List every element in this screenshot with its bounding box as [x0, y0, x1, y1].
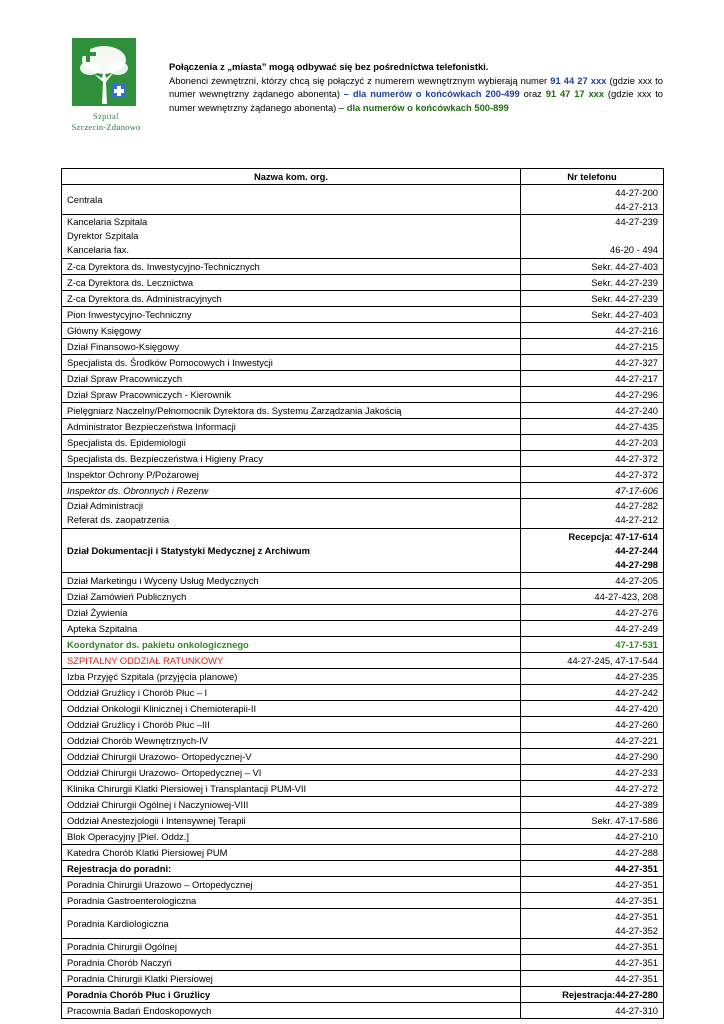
phone-number: 44-27-352 — [615, 924, 658, 936]
unit-name: Centrala — [67, 193, 103, 205]
phone-number: 44-27-272 — [615, 782, 658, 794]
unit-name: Dział Spraw Pracowniczych - Kierownik — [67, 388, 232, 400]
table-row — [62, 403, 664, 419]
phone-cell — [521, 829, 664, 845]
phone-number: 44-27-351 — [615, 894, 658, 906]
phone-cell — [521, 813, 664, 829]
phone-number: 47-17-531 — [615, 638, 658, 650]
phone-number: 44-27-288 — [615, 846, 658, 858]
unit-name-cell — [62, 829, 521, 845]
table-row — [62, 339, 664, 355]
unit-name: Oddział Chorób Wewnętrznych-IV — [67, 734, 209, 746]
table-row — [62, 939, 664, 955]
unit-name-cell — [62, 749, 521, 765]
phone-number: 44-27-372 — [615, 452, 658, 464]
table-row — [62, 529, 664, 573]
phone-cell — [521, 259, 664, 275]
unit-name: Referat ds. zaopatrzenia — [67, 514, 170, 525]
table-row — [62, 861, 664, 877]
unit-name-cell — [62, 467, 521, 483]
table-row — [62, 749, 664, 765]
phone-number: 44-27-221 — [615, 734, 658, 746]
table-row — [62, 621, 664, 637]
unit-name: Oddział Chirurgii Ogólnej i Naczyniowej-VIII — [67, 798, 249, 810]
table-row — [62, 185, 664, 215]
phone-number: 44-27-282 — [615, 500, 658, 511]
table-row — [62, 573, 664, 589]
phone-cell — [521, 781, 664, 797]
phone-cell — [521, 1003, 664, 1019]
phone-cell — [521, 955, 664, 971]
phone-cell — [521, 573, 664, 589]
unit-name-cell — [62, 291, 521, 307]
table-row — [62, 387, 664, 403]
unit-name: Dział Marketingu i Wyceny Usług Medycznych — [67, 574, 259, 586]
unit-name: Z-ca Dyrektora ds. Administracyjnych — [67, 292, 222, 304]
phone-cell — [521, 529, 664, 573]
unit-name: Poradnia Chirurgii Urazowo – Ortopedycznej — [67, 878, 253, 890]
phone-number: 47-17-606 — [615, 484, 658, 496]
unit-name: Kancelaria fax. — [67, 244, 130, 255]
unit-name: Pielęgniarz Naczelny/Pełnomocnik Dyrektora ds. Systemu Zarządzania Jakością — [67, 404, 402, 416]
phone-directory-table — [61, 168, 664, 1019]
phone-cell — [521, 371, 664, 387]
unit-name-cell — [62, 215, 521, 259]
phone-number: Sekr. 44-27-239 — [591, 292, 658, 304]
unit-name: Oddział Chirurgii Urazowo- Ortopedycznej-V — [67, 750, 252, 762]
phone-cell — [521, 499, 664, 529]
phone-cell — [521, 861, 664, 877]
unit-name-cell — [62, 701, 521, 717]
unit-name: Dział Żywienia — [67, 606, 128, 618]
unit-name-cell — [62, 451, 521, 467]
table-row — [62, 829, 664, 845]
unit-name: Z-ca Dyrektora ds. Lecznictwa — [67, 276, 194, 288]
unit-name-cell — [62, 845, 521, 861]
phone-number: 44-27-351 — [615, 878, 658, 890]
unit-name-cell — [62, 717, 521, 733]
phone-number: 44-27-217 — [615, 372, 658, 384]
phone-number: 44-27-244 — [615, 544, 658, 556]
phone-number: 44-27-242 — [615, 686, 658, 698]
table-row — [62, 765, 664, 781]
phone-cell — [521, 589, 664, 605]
phone-number: 44-27-310 — [615, 1004, 658, 1016]
unit-name-cell — [62, 483, 521, 499]
phone-number: 44-27-372 — [615, 468, 658, 480]
table-row — [62, 371, 664, 387]
unit-name: Oddział Gruźlicy i Chorób Płuc –III — [67, 718, 210, 730]
unit-name: Specjalista ds. Bezpieczeństwa i Higieny Pracy — [67, 452, 263, 464]
unit-name: Kancelaria Szpitala — [67, 216, 148, 227]
unit-name-cell — [62, 909, 521, 939]
phone-number: 44-27-298 — [615, 558, 658, 570]
phone-number: Sekr. 44-27-403 — [591, 308, 658, 320]
unit-name: Administrator Bezpieczeństwa Informacji — [67, 420, 236, 432]
phone-number: 44-27-245, 47-17-544 — [567, 654, 658, 666]
table-row — [62, 605, 664, 621]
phone-cell — [521, 717, 664, 733]
hospital-logo — [60, 38, 152, 138]
unit-name-cell — [62, 403, 521, 419]
unit-name-cell — [62, 685, 521, 701]
table-row — [62, 781, 664, 797]
phone-cell — [521, 483, 664, 499]
phone-cell — [521, 339, 664, 355]
phone-number: 44-27-200 — [615, 186, 658, 198]
unit-name-cell — [62, 813, 521, 829]
table-row — [62, 845, 664, 861]
unit-name-cell — [62, 275, 521, 291]
phone-number: 44-27-216 — [615, 324, 658, 336]
table-row — [62, 797, 664, 813]
phone-cell — [521, 877, 664, 893]
phone-number: 46-20 - 494 — [610, 244, 658, 255]
unit-name: Apteka Szpitalna — [67, 622, 138, 634]
phone-cell — [521, 637, 664, 653]
phone-cell — [521, 893, 664, 909]
unit-name-cell — [62, 573, 521, 589]
phone-cell — [521, 797, 664, 813]
table-row — [62, 355, 664, 371]
unit-name-cell — [62, 797, 521, 813]
unit-name: Dział Administracji — [67, 500, 144, 511]
phone-number: 44-27-213 — [615, 200, 658, 212]
logo-text-szpital: Szpital — [93, 112, 119, 121]
table-row — [62, 813, 664, 829]
phone-cell — [521, 685, 664, 701]
unit-name-cell — [62, 637, 521, 653]
phone-number: Sekr. 47-17-586 — [591, 814, 658, 826]
unit-name-cell — [62, 307, 521, 323]
phone-cell — [521, 605, 664, 621]
unit-name-cell — [62, 939, 521, 955]
unit-name-cell — [62, 765, 521, 781]
unit-name-cell — [62, 589, 521, 605]
unit-name-cell — [62, 861, 521, 877]
table-row — [62, 259, 664, 275]
unit-name: Dział Finansowo-Księgowy — [67, 340, 180, 352]
unit-name: Dyrektor Szpitala — [67, 230, 139, 241]
unit-name: Dział Dokumentacji i Statystyki Medycznej z Archiwum — [67, 544, 310, 556]
phone-cell — [521, 621, 664, 637]
unit-name: Z-ca Dyrektora ds. Inwestycyjno-Technicznych — [67, 260, 260, 272]
header-number-1: 91 44 27 xxx — [550, 74, 607, 86]
unit-name: Pracownia Badań Endoskopowych — [67, 1004, 212, 1016]
unit-name-cell — [62, 419, 521, 435]
unit-name: Specjalista ds. Epidemiologii — [67, 436, 186, 448]
phone-number: 44-27-235 — [615, 670, 658, 682]
unit-name: Poradnia Gastroenterologiczna — [67, 894, 197, 906]
unit-name-cell — [62, 893, 521, 909]
table-row — [62, 669, 664, 685]
phone-cell — [521, 845, 664, 861]
table-row — [62, 451, 664, 467]
phone-number: 44-27-423, 208 — [594, 590, 658, 602]
unit-name-cell — [62, 781, 521, 797]
unit-name: Poradnia Chorób Płuc i Gruźlicy — [67, 988, 211, 1000]
table-row — [62, 215, 664, 259]
unit-name-cell — [62, 987, 521, 1003]
unit-name-cell — [62, 259, 521, 275]
unit-name: Klinika Chirurgii Klatki Piersiowej i Transplantacji PUM-VII — [67, 782, 307, 794]
phone-number: 44-27-351 — [615, 972, 658, 984]
header-text-c: oraz — [519, 88, 546, 99]
phone-number: Sekr. 44-27-403 — [591, 260, 658, 272]
phone-cell — [521, 653, 664, 669]
table-row — [62, 685, 664, 701]
unit-name-cell — [62, 621, 521, 637]
phone-number: 44-27-212 — [615, 514, 658, 525]
unit-name: Poradnia Chirurgii Klatki Piersiowej — [67, 972, 213, 984]
phone-number: 44-27-389 — [615, 798, 658, 810]
unit-name-cell — [62, 971, 521, 987]
unit-name-cell — [62, 1003, 521, 1019]
table-header-row — [62, 169, 664, 185]
phone-number: Sekr. 44-27-239 — [591, 276, 658, 288]
phone-number: 44-27-327 — [615, 356, 658, 368]
table-row — [62, 275, 664, 291]
logo-text-location: Szczecin-Zdunowo — [71, 122, 141, 132]
phone-cell — [521, 971, 664, 987]
header-text-a: Abonenci zewnętrzni, którzy chcą się połączyć z numerem wewnętrznym wybierają numer — [169, 74, 551, 86]
header-note-2: – dla numerów o końcówkach 500-899 — [338, 101, 509, 113]
unit-name: Rejestracja do poradni: — [67, 862, 172, 874]
unit-name: Oddział Gruźlicy i Chorób Płuc – I — [67, 686, 208, 698]
unit-name-cell — [62, 355, 521, 371]
unit-name: Dział Zamówień Publicznych — [67, 590, 187, 602]
table-row — [62, 589, 664, 605]
unit-name: Specjalista ds. Środków Pomocowych i Inwestycji — [67, 356, 273, 368]
table-row — [62, 307, 664, 323]
table-row — [62, 971, 664, 987]
phone-cell — [521, 419, 664, 435]
table-row — [62, 435, 664, 451]
phone-number: 44-27-351 — [615, 910, 658, 922]
unit-name: Izba Przyjęć Szpitala (przyjęcia planowe) — [67, 670, 238, 682]
phone-number: 44-27-203 — [615, 436, 658, 448]
phone-cell — [521, 291, 664, 307]
phone-cell — [521, 403, 664, 419]
unit-name: Oddział Anestezjologii i Intensywnej Terapii — [67, 814, 246, 826]
unit-name-cell — [62, 669, 521, 685]
unit-name: Poradnia Kardiologiczna — [67, 917, 169, 929]
phone-number: 44-27-276 — [615, 606, 658, 618]
table-row — [62, 893, 664, 909]
phone-cell — [521, 185, 664, 215]
header-line-1: Połączenia z „miasta” mogą odbywać się bez pośrednictwa telefonistki. — [169, 61, 489, 72]
unit-name: Oddział Onkologii Klinicznej i Chemioterapii-II — [67, 702, 257, 714]
table-row — [62, 877, 664, 893]
table-row — [62, 733, 664, 749]
unit-name: Poradnia Chirurgii Ogólnej — [67, 940, 177, 952]
table-row — [62, 637, 664, 653]
table-row — [62, 717, 664, 733]
unit-name-cell — [62, 955, 521, 971]
phone-number: 44-27-351 — [615, 862, 658, 874]
table-row — [62, 955, 664, 971]
table-body — [62, 185, 664, 1019]
phone-cell — [521, 701, 664, 717]
phone-cell — [521, 939, 664, 955]
table-row — [62, 653, 664, 669]
unit-name: Koordynator ds. pakietu onkologicznego — [67, 638, 249, 650]
column-header-name: Nazwa kom. org. — [62, 169, 521, 185]
table-row — [62, 499, 664, 529]
table-row — [62, 701, 664, 717]
unit-name-cell — [62, 877, 521, 893]
header-number-2: 91 47 17 xxx — [545, 88, 605, 99]
phone-number: Recepcja: 47-17-614 — [568, 530, 658, 542]
phone-cell — [521, 467, 664, 483]
unit-name-cell — [62, 387, 521, 403]
unit-name-cell — [62, 323, 521, 339]
phone-number: Rejestracja:44-27-280 — [562, 988, 658, 1000]
phone-number: 44-27-215 — [615, 340, 658, 352]
phone-number: 44-27-435 — [615, 420, 658, 432]
phone-number — [526, 229, 658, 243]
header-paragraph — [169, 74, 663, 115]
phone-cell — [521, 275, 664, 291]
table-row — [62, 987, 664, 1003]
phone-cell — [521, 749, 664, 765]
column-header-phone: Nr telefonu — [521, 169, 664, 185]
phone-number: 44-27-205 — [615, 574, 658, 586]
phone-number: 44-27-233 — [615, 766, 658, 778]
unit-name-cell — [62, 185, 521, 215]
table-row — [62, 1003, 664, 1019]
unit-name: SZPITALNY ODDZIAŁ RATUNKOWY — [67, 654, 224, 666]
header-info — [169, 60, 663, 114]
phone-number: 44-27-290 — [615, 750, 658, 762]
phone-cell — [521, 323, 664, 339]
phone-number: 44-27-420 — [615, 702, 658, 714]
phone-cell — [521, 733, 664, 749]
phone-cell — [521, 355, 664, 371]
phone-cell — [521, 215, 664, 259]
phone-number: 44-27-260 — [615, 718, 658, 730]
unit-name: Oddział Chirurgii Urazowo- Ortopedycznej – VI — [67, 766, 262, 778]
phone-number: 44-27-210 — [615, 830, 658, 842]
unit-name-cell — [62, 529, 521, 573]
phone-number: 44-27-240 — [615, 404, 658, 416]
phone-number: 44-27-351 — [615, 940, 658, 952]
unit-name: Poradnia Chorób Naczyń — [67, 956, 172, 968]
unit-name-cell — [62, 435, 521, 451]
table-row — [62, 483, 664, 499]
unit-name: Blok Operacyjny [Piel. Oddz.] — [67, 830, 189, 842]
table-row — [62, 909, 664, 939]
unit-name-cell — [62, 605, 521, 621]
table-row — [62, 323, 664, 339]
unit-name: Inspektor ds. Obronnych i Rezerw — [67, 484, 209, 496]
unit-name-cell — [62, 371, 521, 387]
phone-cell — [521, 307, 664, 323]
phone-cell — [521, 435, 664, 451]
phone-number: 44-27-296 — [615, 388, 658, 400]
unit-name: Pion Inwestycyjno-Techniczny — [67, 308, 192, 320]
unit-name: Inspektor Ochrony P/Pożarowej — [67, 468, 199, 480]
table-row — [62, 467, 664, 483]
phone-cell — [521, 387, 664, 403]
tree-cross-logo-icon — [72, 38, 136, 106]
table-row — [62, 291, 664, 307]
header-note-1: – dla numerów o końcówkach 200-499 — [343, 88, 520, 99]
phone-cell — [521, 987, 664, 1003]
unit-name-cell — [62, 499, 521, 529]
phone-number: 44-27-351 — [615, 956, 658, 968]
unit-name: Główny Księgowy — [67, 324, 141, 336]
unit-name-cell — [62, 733, 521, 749]
unit-name: Katedra Chorób Klatki Piersiowej PUM — [67, 846, 228, 858]
unit-name-cell — [62, 339, 521, 355]
phone-number: 44-27-239 — [615, 216, 658, 227]
phone-cell — [521, 669, 664, 685]
unit-name-cell — [62, 653, 521, 669]
table-row — [62, 419, 664, 435]
phone-cell — [521, 909, 664, 939]
phone-number: 44-27-249 — [615, 622, 658, 634]
phone-cell — [521, 451, 664, 467]
unit-name: Dział Spraw Pracowniczych — [67, 372, 183, 384]
header-text-b: (gdzie xxx to numer wewnętrzny żądanego abonenta) — [169, 74, 663, 99]
phone-cell — [521, 765, 664, 781]
header-text-d: (gdzie xxx to numer wewnętrzny żądanego abonenta) — [169, 88, 664, 113]
